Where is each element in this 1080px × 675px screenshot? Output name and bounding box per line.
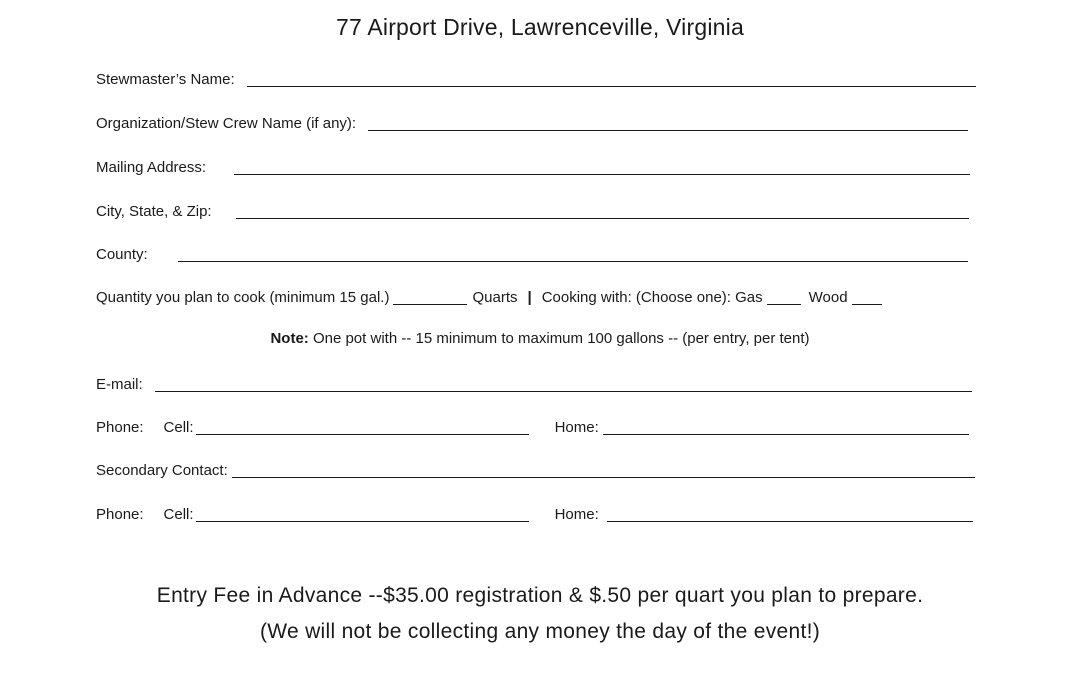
separator-bar: | — [527, 289, 532, 306]
entry-fee-text: Entry Fee in Advance --$35.00 registration & $.50 per quart you plan to prepare. — [156, 584, 924, 607]
gas-choice-field[interactable] — [767, 290, 801, 305]
event-address: 77 Airport Drive, Lawrenceville, Virginia — [336, 14, 744, 40]
cell-label-1: Cell: — [163, 419, 194, 436]
home-label-2: Home: — [554, 506, 599, 523]
no-money-notice: (We will not be collecting any money the day of the event!) — [259, 620, 821, 643]
email-row — [96, 373, 972, 393]
county-row — [96, 243, 968, 263]
county-field[interactable] — [178, 247, 968, 262]
wood-label: Wood — [808, 289, 848, 306]
secondary-contact-label: Secondary Contact: — [96, 462, 228, 479]
cell-label-2: Cell: — [163, 506, 194, 523]
home-label-1: Home: — [554, 419, 599, 436]
cell-phone-field-2[interactable] — [196, 507, 529, 522]
organization-row — [96, 112, 968, 132]
quantity-field[interactable] — [393, 290, 467, 305]
stewmaster-name-row — [96, 68, 976, 88]
note-line — [0, 330, 1080, 347]
stewmaster-name-label: Stewmaster’s Name: — [96, 71, 235, 88]
mailing-address-field[interactable] — [234, 160, 970, 175]
mailing-address-label: Mailing Address: — [96, 159, 207, 176]
organization-field[interactable] — [368, 116, 968, 131]
cooking-with-label: Cooking with: (Choose one): Gas — [541, 289, 763, 306]
phone-label-1: Phone: — [96, 419, 144, 436]
phone-label-2: Phone: — [96, 506, 144, 523]
cell-phone-field-1[interactable] — [196, 420, 529, 435]
home-phone-field-2[interactable] — [607, 507, 973, 522]
secondary-contact-row — [96, 459, 975, 479]
home-phone-field-1[interactable] — [603, 420, 969, 435]
email-field[interactable] — [155, 377, 972, 392]
organization-label: Organization/Stew Crew Name (if any): — [96, 115, 357, 132]
quantity-label: Quantity you plan to cook (minimum 15 gal.) — [96, 289, 390, 306]
secondary-contact-field[interactable] — [232, 463, 975, 478]
mailing-address-row — [96, 156, 970, 176]
phone-row-1 — [96, 416, 969, 436]
quarts-label: Quarts — [472, 289, 518, 306]
note-text: One pot with -- 15 minimum to maximum 100 gallons -- (per entry, per tent) — [308, 330, 810, 347]
quantity-row — [96, 286, 882, 306]
phone-row-2 — [96, 503, 973, 523]
county-label: County: — [96, 246, 148, 263]
wood-choice-field[interactable] — [852, 290, 882, 305]
stewmaster-name-field[interactable] — [247, 72, 976, 87]
city-state-zip-label: City, State, & Zip: — [96, 203, 212, 220]
note-label: Note: — [270, 330, 309, 347]
city-state-zip-row — [96, 200, 969, 220]
email-label: E-mail: — [96, 376, 143, 393]
city-state-zip-field[interactable] — [236, 204, 969, 219]
